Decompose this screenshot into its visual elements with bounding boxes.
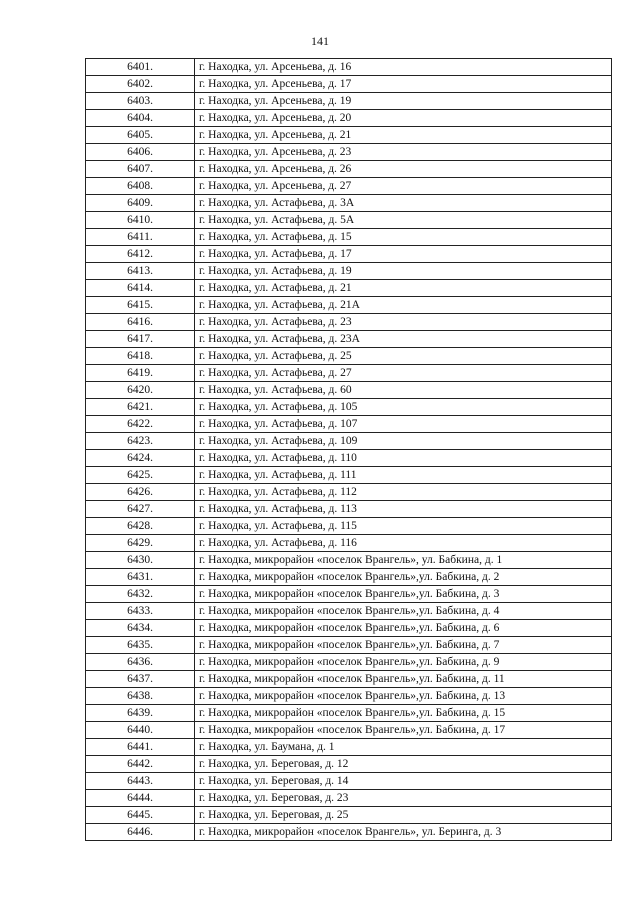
table-row (86, 739, 612, 756)
row-number: 6404. (86, 110, 195, 127)
table-row (86, 620, 612, 637)
table-row (86, 229, 612, 246)
row-address: г. Находка, ул. Астафьева, д. 23А (195, 331, 612, 348)
table-row (86, 535, 612, 552)
row-number: 6438. (86, 688, 195, 705)
table-row (86, 790, 612, 807)
row-address: г. Находка, ул. Астафьева, д. 21А (195, 297, 612, 314)
row-number: 6424. (86, 450, 195, 467)
table-row (86, 501, 612, 518)
row-address: г. Находка, микрорайон «поселок Врангель»,ул. Бабкина, д. 11 (195, 671, 612, 688)
row-address: г. Находка, микрорайон «поселок Врангель», ул. Бабкина, д. 1 (195, 552, 612, 569)
row-number: 6435. (86, 637, 195, 654)
table-row (86, 433, 612, 450)
row-number: 6433. (86, 603, 195, 620)
row-number: 6445. (86, 807, 195, 824)
row-address: г. Находка, ул. Береговая, д. 25 (195, 807, 612, 824)
row-address: г. Находка, ул. Астафьева, д. 25 (195, 348, 612, 365)
row-address: г. Находка, ул. Астафьева, д. 5А (195, 212, 612, 229)
table-row (86, 314, 612, 331)
table-row (86, 127, 612, 144)
row-number: 6427. (86, 501, 195, 518)
row-number: 6441. (86, 739, 195, 756)
table-row (86, 348, 612, 365)
address-table-body (86, 59, 612, 841)
row-address: г. Находка, ул. Астафьева, д. 27 (195, 365, 612, 382)
row-number: 6431. (86, 569, 195, 586)
table-row (86, 773, 612, 790)
row-address: г. Находка, ул. Арсеньева, д. 26 (195, 161, 612, 178)
row-number: 6430. (86, 552, 195, 569)
row-number: 6428. (86, 518, 195, 535)
table-row (86, 705, 612, 722)
row-address: г. Находка, ул. Астафьева, д. 105 (195, 399, 612, 416)
row-number: 6411. (86, 229, 195, 246)
row-address: г. Находка, ул. Береговая, д. 14 (195, 773, 612, 790)
row-number: 6402. (86, 76, 195, 93)
row-number: 6405. (86, 127, 195, 144)
table-row (86, 637, 612, 654)
row-address: г. Находка, ул. Астафьева, д. 15 (195, 229, 612, 246)
table-row (86, 110, 612, 127)
table-row (86, 246, 612, 263)
row-address: г. Находка, микрорайон «поселок Врангель»,ул. Бабкина, д. 7 (195, 637, 612, 654)
row-address: г. Находка, ул. Астафьева, д. 60 (195, 382, 612, 399)
row-address: г. Находка, ул. Астафьева, д. 21 (195, 280, 612, 297)
row-address: г. Находка, ул. Астафьева, д. 17 (195, 246, 612, 263)
table-row (86, 824, 612, 841)
row-number: 6422. (86, 416, 195, 433)
row-number: 6446. (86, 824, 195, 841)
page-number: 141 (311, 34, 329, 48)
row-address: г. Находка, ул. Баумана, д. 1 (195, 739, 612, 756)
row-number: 6421. (86, 399, 195, 416)
table-row (86, 671, 612, 688)
address-table (85, 58, 612, 841)
row-number: 6416. (86, 314, 195, 331)
row-address: г. Находка, ул. Арсеньева, д. 20 (195, 110, 612, 127)
row-address: г. Находка, микрорайон «поселок Врангель»,ул. Бабкина, д. 13 (195, 688, 612, 705)
row-address: г. Находка, ул. Арсеньева, д. 19 (195, 93, 612, 110)
row-address: г. Находка, микрорайон «поселок Врангель»,ул. Бабкина, д. 9 (195, 654, 612, 671)
row-address: г. Находка, микрорайон «поселок Врангель», ул. Беринга, д. 3 (195, 824, 612, 841)
table-row (86, 382, 612, 399)
table-row (86, 654, 612, 671)
row-address: г. Находка, ул. Астафьева, д. 116 (195, 535, 612, 552)
table-row (86, 467, 612, 484)
row-number: 6444. (86, 790, 195, 807)
table-row (86, 807, 612, 824)
row-number: 6409. (86, 195, 195, 212)
table-row (86, 76, 612, 93)
row-address: г. Находка, микрорайон «поселок Врангель»,ул. Бабкина, д. 4 (195, 603, 612, 620)
row-address: г. Находка, ул. Береговая, д. 23 (195, 790, 612, 807)
row-number: 6418. (86, 348, 195, 365)
table-row (86, 416, 612, 433)
row-address: г. Находка, ул. Астафьева, д. 109 (195, 433, 612, 450)
table-row (86, 484, 612, 501)
row-address: г. Находка, микрорайон «поселок Врангель»,ул. Бабкина, д. 17 (195, 722, 612, 739)
table-row (86, 450, 612, 467)
row-address: г. Находка, микрорайон «поселок Врангель»,ул. Бабкина, д. 3 (195, 586, 612, 603)
table-row (86, 399, 612, 416)
row-number: 6437. (86, 671, 195, 688)
row-number: 6419. (86, 365, 195, 382)
row-address: г. Находка, ул. Береговая, д. 12 (195, 756, 612, 773)
row-number: 6406. (86, 144, 195, 161)
row-address: г. Находка, ул. Арсеньева, д. 23 (195, 144, 612, 161)
row-number: 6401. (86, 59, 195, 76)
row-number: 6413. (86, 263, 195, 280)
row-number: 6436. (86, 654, 195, 671)
row-number: 6408. (86, 178, 195, 195)
row-address: г. Находка, ул. Арсеньева, д. 17 (195, 76, 612, 93)
row-address: г. Находка, микрорайон «поселок Врангель»,ул. Бабкина, д. 15 (195, 705, 612, 722)
row-address: г. Находка, ул. Астафьева, д. 23 (195, 314, 612, 331)
table-row (86, 331, 612, 348)
row-number: 6423. (86, 433, 195, 450)
row-address: г. Находка, ул. Астафьева, д. 3А (195, 195, 612, 212)
row-number: 6432. (86, 586, 195, 603)
table-row (86, 93, 612, 110)
row-address: г. Находка, ул. Астафьева, д. 112 (195, 484, 612, 501)
row-address: г. Находка, микрорайон «поселок Врангель»,ул. Бабкина, д. 2 (195, 569, 612, 586)
row-address: г. Находка, ул. Арсеньева, д. 21 (195, 127, 612, 144)
table-row (86, 297, 612, 314)
row-address: г. Находка, ул. Астафьева, д. 107 (195, 416, 612, 433)
row-number: 6429. (86, 535, 195, 552)
table-row (86, 144, 612, 161)
row-address: г. Находка, ул. Астафьева, д. 19 (195, 263, 612, 280)
table-row (86, 59, 612, 76)
row-number: 6439. (86, 705, 195, 722)
row-number: 6434. (86, 620, 195, 637)
row-address: г. Находка, ул. Астафьева, д. 115 (195, 518, 612, 535)
row-address: г. Находка, ул. Астафьева, д. 110 (195, 450, 612, 467)
row-number: 6442. (86, 756, 195, 773)
table-row (86, 552, 612, 569)
row-address: г. Находка, ул. Астафьева, д. 113 (195, 501, 612, 518)
table-row (86, 518, 612, 535)
row-number: 6440. (86, 722, 195, 739)
table-row (86, 280, 612, 297)
row-number: 6415. (86, 297, 195, 314)
row-number: 6443. (86, 773, 195, 790)
row-number: 6425. (86, 467, 195, 484)
table-row (86, 365, 612, 382)
row-number: 6410. (86, 212, 195, 229)
table-row (86, 722, 612, 739)
table-row (86, 756, 612, 773)
table-row (86, 263, 612, 280)
table-row (86, 603, 612, 620)
row-address: г. Находка, ул. Арсеньева, д. 27 (195, 178, 612, 195)
row-address: г. Находка, микрорайон «поселок Врангель»,ул. Бабкина, д. 6 (195, 620, 612, 637)
table-row (86, 688, 612, 705)
table-row (86, 161, 612, 178)
table-row (86, 212, 612, 229)
table-row (86, 586, 612, 603)
row-number: 6407. (86, 161, 195, 178)
table-row (86, 569, 612, 586)
row-number: 6426. (86, 484, 195, 501)
table-row (86, 178, 612, 195)
row-number: 6412. (86, 246, 195, 263)
row-number: 6414. (86, 280, 195, 297)
row-address: г. Находка, ул. Арсеньева, д. 16 (195, 59, 612, 76)
row-number: 6403. (86, 93, 195, 110)
row-number: 6420. (86, 382, 195, 399)
row-address: г. Находка, ул. Астафьева, д. 111 (195, 467, 612, 484)
row-number: 6417. (86, 331, 195, 348)
table-row (86, 195, 612, 212)
